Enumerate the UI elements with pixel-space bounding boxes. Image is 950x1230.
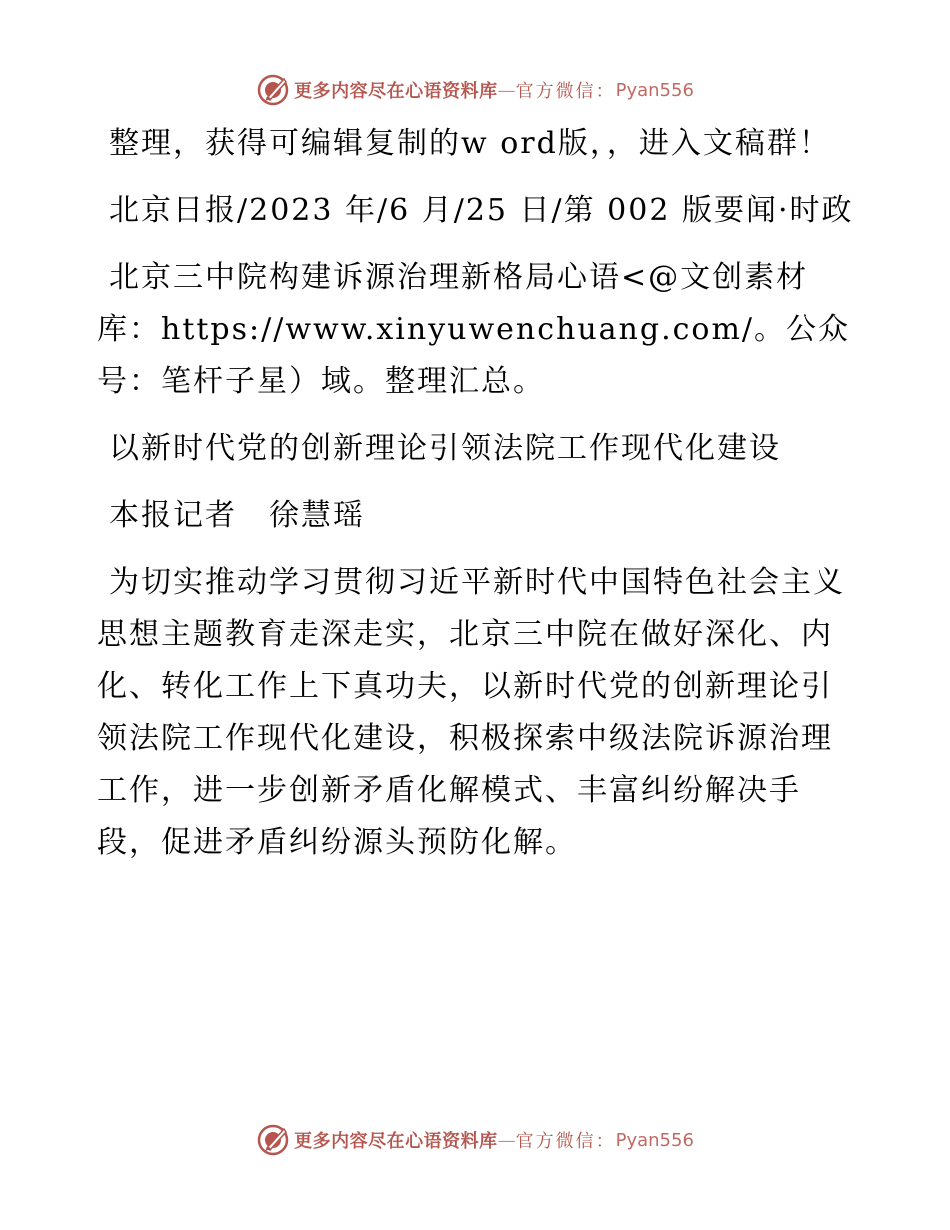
pen-logo-icon (256, 1123, 290, 1157)
header-watermark-banner (0, 70, 950, 110)
pen-logo-icon (256, 73, 290, 107)
paragraph-byline: 本报记者 徐慧瑶 (109, 498, 365, 533)
banner-wechat-id: Pyan556 (615, 79, 694, 101)
banner-wechat-label: 官方微信： (515, 81, 616, 102)
paragraph-headline: 北京三中院构建诉源治理新格局心语<@文创素材库：https://www.xinyuwenchuang.com/。公众号：笔杆子星）域。整理汇总。 (97, 260, 851, 399)
banner-dash: — (497, 79, 516, 101)
banner-dash: — (497, 1129, 516, 1151)
paragraph-body: 为切实推动学习贯彻习近平新时代中国特色社会主义思想主题教育走深走实，北京三中院在做好深化、内化、转化工作上下真功夫，以新时代党的创新理论引领法院工作现代化建设，积极探索中级法院诉源治理工作，进一步创新矛盾化解模式、丰富纠纷解决手段，促进矛盾纠纷源头预防化解。 (97, 565, 845, 860)
paragraph-subtitle: 以新时代党的创新理论引领法院工作现代化建设 (109, 431, 781, 466)
footer-watermark-banner (0, 1120, 950, 1160)
banner-main-text: 更多内容尽在心语资料库 (294, 1131, 498, 1152)
banner-wechat-label: 官方微信： (515, 1131, 616, 1152)
banner-wechat-id: Pyan556 (615, 1129, 694, 1151)
paragraph-intro: 整理，获得可编辑复制的w ord版，，进入文稿群！ (109, 126, 831, 161)
document-body (97, 118, 857, 884)
banner-main-text: 更多内容尽在心语资料库 (294, 81, 498, 102)
paragraph-source: 北京日报/2023 年/6 月/25 日/第 002 版要闻·时政 (109, 193, 854, 228)
